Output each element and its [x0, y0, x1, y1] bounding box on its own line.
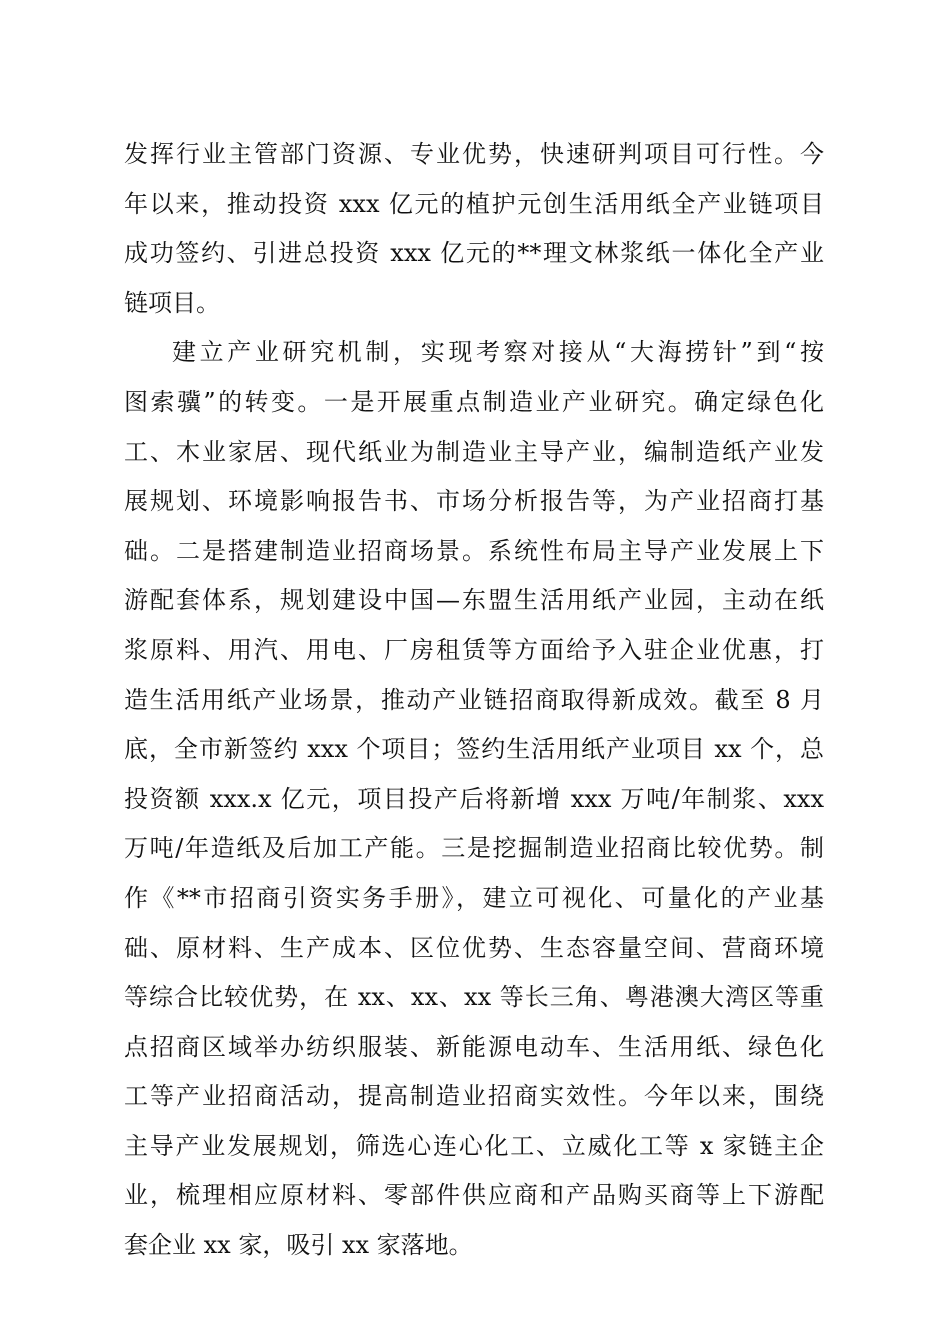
- text-line: 造生活用纸产业场景，推动产业链招商取得新成效。截至 8 月: [124, 685, 824, 714]
- text-line: 成功签约、引进总投资 xxx 亿元的**理文林浆纸一体化全产业: [124, 239, 824, 268]
- text-line: 投资额 xxx.x 亿元，项目投产后将新增 xxx 万吨/年制浆、xxx: [124, 784, 824, 813]
- text-line: 套企业 xx 家，吸引 xx 家落地。: [124, 1231, 473, 1260]
- text-line: 作《**市招商引资实务手册》，建立可视化、可量化的产业基: [124, 883, 824, 912]
- text-line: 浆原料、用汽、用电、厂房租赁等方面给予入驻企业优惠，打: [124, 635, 824, 664]
- text-line: 游配套体系，规划建设中国—东盟生活用纸产业园，主动在纸: [124, 586, 824, 615]
- paragraph-2: [124, 328, 824, 1270]
- text-line: 主导产业发展规划，筛选心连心化工、立威化工等 x 家链主企: [124, 1131, 824, 1160]
- text-line: 业，梳理相应原材料、零部件供应商和产品购买商等上下游配: [124, 1181, 824, 1210]
- text-line: 等综合比较优势，在 xx、xx、xx 等长三角、粤港澳大湾区等重: [124, 983, 824, 1012]
- text-line: 建立产业研究机制，实现考察对接从“大海捞针”到“按: [172, 338, 824, 367]
- text-line: 发挥行业主管部门资源、专业优势，快速研判项目可行性。今: [124, 140, 824, 168]
- text-line: 底，全市新签约 xxx 个项目；签约生活用纸产业项目 xx 个，总: [124, 735, 824, 764]
- text-line: 图索骥”的转变。一是开展重点制造业产业研究。确定绿色化: [124, 387, 824, 416]
- text-line: 础。二是搭建制造业招商场景。系统性布局主导产业发展上下: [124, 536, 824, 565]
- document-body: [124, 130, 824, 1271]
- text-line: 点招商区域举办纺织服装、新能源电动车、生活用纸、绿色化: [124, 1032, 824, 1061]
- text-line: 工、木业家居、现代纸业为制造业主导产业，编制造纸产业发: [124, 437, 824, 466]
- text-line: 链项目。: [124, 288, 220, 317]
- text-line: 础、原材料、生产成本、区位优势、生态容量空间、营商环境: [124, 933, 824, 962]
- text-line: 万吨/年造纸及后加工产能。三是挖掘制造业招商比较优势。制: [124, 834, 824, 863]
- text-line: 年以来，推动投资 xxx 亿元的植护元创生活用纸全产业链项目: [124, 189, 824, 218]
- paragraph-1: [124, 130, 824, 328]
- text-line: 工等产业招商活动，提高制造业招商实效性。今年以来，围绕: [124, 1082, 824, 1111]
- text-line: 展规划、环境影响报告书、市场分析报告等，为产业招商打基: [124, 487, 824, 516]
